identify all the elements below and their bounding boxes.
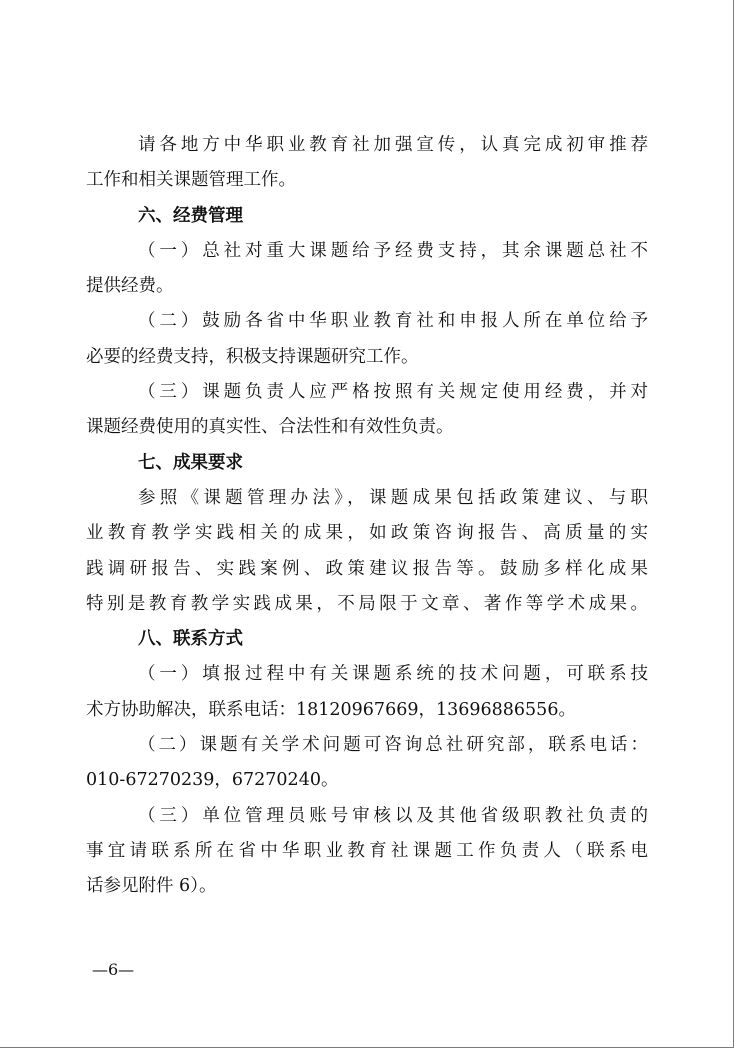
body-line: （三）课题负责人应严格按照有关规定使用经费，并对: [138, 382, 648, 403]
body-line: 请各地方中华职业教育社加强宣传，认真完成初审推荐: [138, 135, 648, 155]
body-line: 必要的经费支持，积极支持课题研究工作。: [86, 346, 419, 367]
document-body: [86, 128, 648, 905]
section-heading-contact: 八、联系方式: [138, 629, 243, 650]
body-line: 参照《课题管理办法》，课题成果包括政策建议、与职: [138, 487, 648, 508]
body-line: 事宜请联系所在省中华职业教育社课题工作负责人（联系电: [86, 840, 648, 861]
body-line: 010-67270239，67270240。: [86, 770, 339, 791]
body-line: 业教育教学实践相关的成果，如政策咨询报告、高质量的实: [86, 523, 648, 544]
body-line: （三）单位管理员账号审核以及其他省级职教社负责的: [138, 805, 648, 826]
page-number: —6—: [92, 960, 135, 979]
body-line: 话参见附件 6）。: [86, 876, 217, 897]
body-line: （二）鼓励各省中华职业教育社和申报人所在单位给予: [138, 311, 648, 332]
body-line: 践调研报告、实践案例、政策建议报告等。鼓励多样化成果: [86, 558, 648, 579]
body-line: （一）总社对重大课题给予经费支持，其余课题总社不: [138, 240, 648, 261]
section-heading-funding: 六、经费管理: [138, 205, 243, 226]
body-line: 术方协助解决，联系电话：18120967669，13696886556。: [86, 699, 576, 720]
body-line: 课题经费使用的真实性、合法性和有效性负责。: [86, 417, 454, 438]
section-heading-results: 七、成果要求: [138, 452, 243, 473]
body-line: 特别是教育教学实践成果，不局限于文章、著作等学术成果。: [86, 593, 648, 614]
body-line: （一）填报过程中有关课题系统的技术问题，可联系技: [138, 664, 648, 685]
body-line: 提供经费。: [86, 276, 174, 297]
body-line: （二）课题有关学术问题可咨询总社研究部，联系电话：: [138, 735, 648, 756]
body-line: 工作和相关课题管理工作。: [86, 170, 296, 191]
